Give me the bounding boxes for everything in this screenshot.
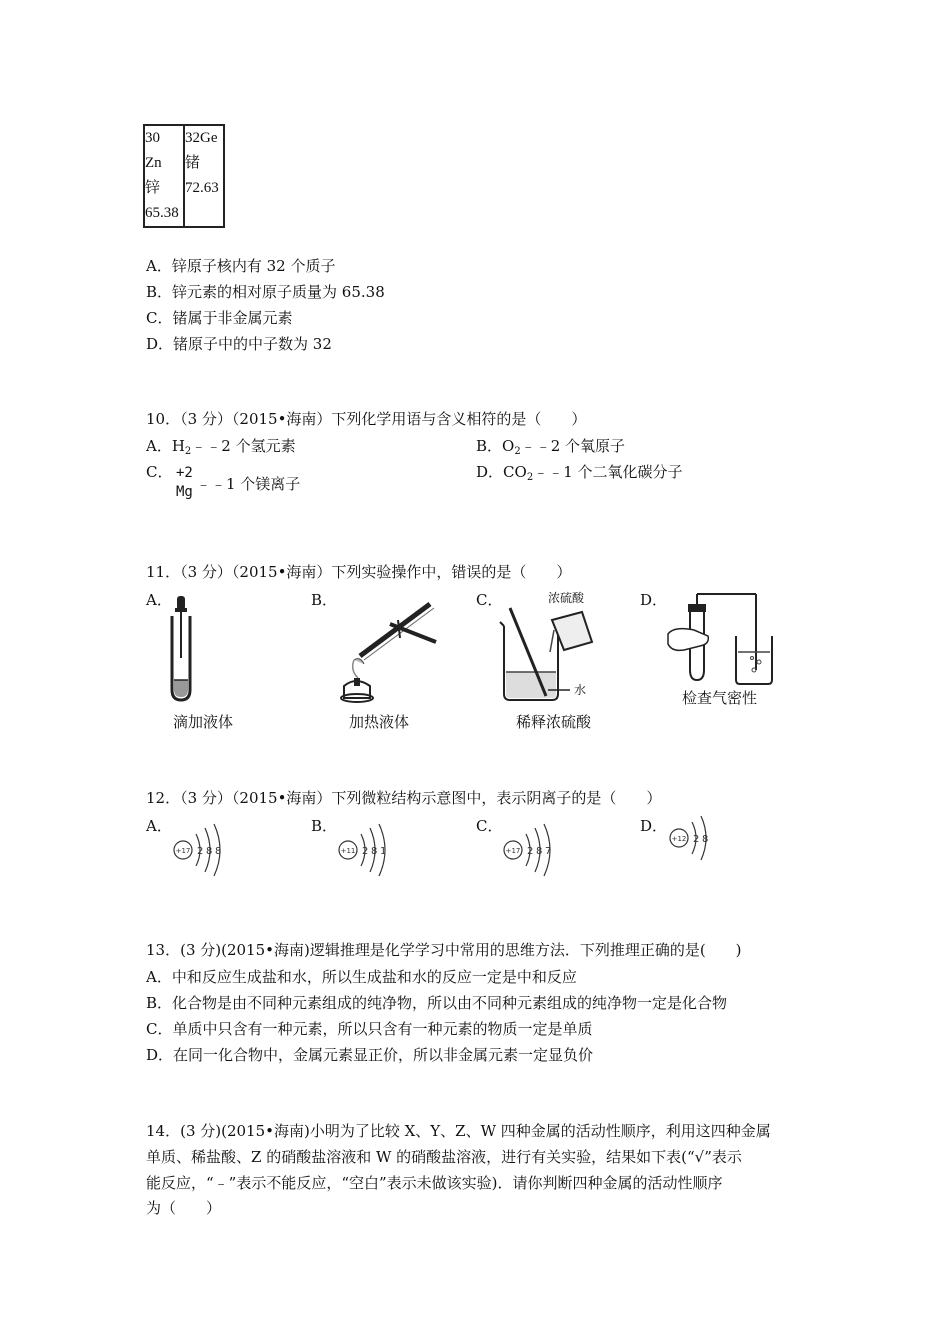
q11-caption-c: 稀释浓硫酸 bbox=[516, 713, 592, 731]
diagram-b-shell-3: 1 bbox=[380, 846, 387, 857]
germanium-cell bbox=[184, 125, 224, 227]
q14-line-2: 单质、稀盐酸、Z 的硝酸盐溶液和 W 的硝酸盐溶液，进行有关实验，结果如下表(“√”表示 bbox=[146, 1148, 742, 1166]
q11-label-b: B． bbox=[311, 591, 338, 609]
diagram-b-shell-1: 2 bbox=[362, 846, 369, 857]
q12-label-b: B． bbox=[311, 817, 338, 835]
q14-line-3: 能反应，“﹣”表示不能反应，“空白”表示未做该实验)．请你判断四种金属的活动性顺序 bbox=[146, 1174, 723, 1192]
q10-stem: 10．（3 分）（2015•海南）下列化学用语与含义相符的是（ ） bbox=[146, 410, 587, 428]
q10-a-sub: 2 bbox=[184, 446, 192, 457]
q10-c-suffix: ﹣﹣1 个镁离子 bbox=[196, 475, 301, 493]
q13-option-b: B．化合物是由不同种元素组成的纯净物，所以由不同种元素组成的纯净物一定是化合物 bbox=[146, 994, 728, 1012]
q10-b-suffix: ﹣﹣2 个氧原子 bbox=[520, 437, 626, 455]
q12-label-c: C． bbox=[476, 817, 503, 835]
q14-line-4: 为（ ） bbox=[146, 1199, 222, 1217]
q11-caption-a: 滴加液体 bbox=[173, 713, 234, 731]
diagram-d-shell-2: 8 bbox=[702, 834, 709, 845]
diagram-a-shell-1: 2 bbox=[197, 846, 204, 857]
q13-option-c: C．单质中只含有一种元素，所以只含有一种元素的物质一定是单质 bbox=[146, 1020, 593, 1038]
q9-option-a: A．锌原子核内有 32 个质子 bbox=[146, 257, 336, 275]
diagram-c-shell-3: 7 bbox=[545, 846, 552, 857]
diagram-c-shell-2: 8 bbox=[536, 846, 543, 857]
q10-c-symbol: Mg bbox=[176, 484, 193, 500]
q11-c-acid-label: 浓硫酸 bbox=[548, 591, 585, 605]
q10-option-c-label: C． bbox=[146, 463, 173, 481]
q11-label-d: D． bbox=[640, 591, 668, 609]
atom-diagram-d bbox=[668, 814, 712, 862]
diagram-a-shell-2: 8 bbox=[206, 846, 213, 857]
q10-a-prefix: A．H bbox=[146, 437, 185, 455]
zinc-number: 30 bbox=[145, 130, 160, 146]
diagram-c-nucleus: +17 bbox=[505, 847, 521, 855]
diagram-b-shell-2: 8 bbox=[371, 846, 378, 857]
zinc-name: 锌 bbox=[145, 180, 161, 196]
q10-option-a bbox=[146, 436, 296, 462]
q9-option-d: D．锗原子中的中子数为 32 bbox=[146, 335, 332, 353]
diagram-b-nucleus: +11 bbox=[340, 847, 356, 855]
atom-diagram-c bbox=[502, 822, 556, 878]
germanium-name: 锗 bbox=[185, 155, 201, 171]
q11-caption-d: 检查气密性 bbox=[682, 689, 758, 707]
q14-line-1: 14．(3 分)(2015•海南)小明为了比较 X、Y、Z、W 四种金属的活动性顺序，利用这四种金属 bbox=[146, 1122, 771, 1140]
q11-c-water-label: 水 bbox=[574, 683, 587, 697]
diagram-c-shell-1: 2 bbox=[527, 846, 534, 857]
q13-option-a: A．中和反应生成盐和水，所以生成盐和水的反应一定是中和反应 bbox=[146, 968, 577, 986]
zinc-cell bbox=[144, 125, 184, 227]
q11-caption-b: 加热液体 bbox=[349, 713, 410, 731]
q12-label-a: A． bbox=[146, 817, 172, 835]
q11-stem: 11．（3 分）（2015•海南）下列实验操作中，错误的是（ ） bbox=[146, 563, 572, 581]
q11-label-c: C． bbox=[476, 591, 503, 609]
airtight-check-illustration bbox=[664, 590, 774, 690]
q10-b-sub: 2 bbox=[514, 446, 521, 457]
q12-label-d: D． bbox=[640, 817, 668, 835]
diagram-a-shell-3: 8 bbox=[215, 846, 222, 857]
q10-c-charge: +2 bbox=[176, 465, 193, 481]
q9-option-c: C．锗属于非金属元素 bbox=[146, 309, 293, 327]
q10-d-prefix: D．CO bbox=[476, 463, 527, 481]
heating-liquid-illustration bbox=[330, 594, 440, 704]
atom-diagram-a bbox=[172, 822, 226, 878]
germanium-number-symbol: 32Ge bbox=[185, 130, 218, 146]
q10-option-d bbox=[476, 462, 683, 488]
germanium-mass: 72.63 bbox=[185, 180, 219, 196]
q12-stem: 12．（3 分）（2015•海南）下列微粒结构示意图中，表示阴离子的是（ ） bbox=[146, 789, 662, 807]
q10-d-sub: 2 bbox=[526, 472, 534, 483]
q10-b-prefix: B．O bbox=[476, 437, 515, 455]
q10-d-suffix: ﹣﹣1 个二氧化碳分子 bbox=[533, 463, 683, 481]
q13-stem: 13．(3 分)(2015•海南)逻辑推理是化学学习中常用的思维方法．下列推理正确的是( ) bbox=[146, 941, 742, 959]
atom-diagram-b bbox=[337, 822, 391, 878]
q9-option-b: B．锌元素的相对原子质量为 65.38 bbox=[146, 283, 385, 301]
element-table bbox=[143, 124, 225, 228]
diagram-d-nucleus: +12 bbox=[671, 835, 687, 843]
dropper-tube-illustration bbox=[166, 594, 196, 704]
q10-option-b bbox=[476, 436, 625, 462]
diagram-d-shell-1: 2 bbox=[693, 834, 700, 845]
q10-a-suffix: ﹣﹣2 个氢元素 bbox=[191, 437, 296, 455]
zinc-symbol: Zn bbox=[145, 155, 162, 171]
q11-label-a: A． bbox=[146, 591, 172, 609]
q13-option-d: D．在同一化合物中，金属元素显正价，所以非金属元素一定显负价 bbox=[146, 1046, 594, 1064]
diagram-a-nucleus: +17 bbox=[175, 847, 191, 855]
zinc-mass: 65.38 bbox=[145, 205, 179, 221]
